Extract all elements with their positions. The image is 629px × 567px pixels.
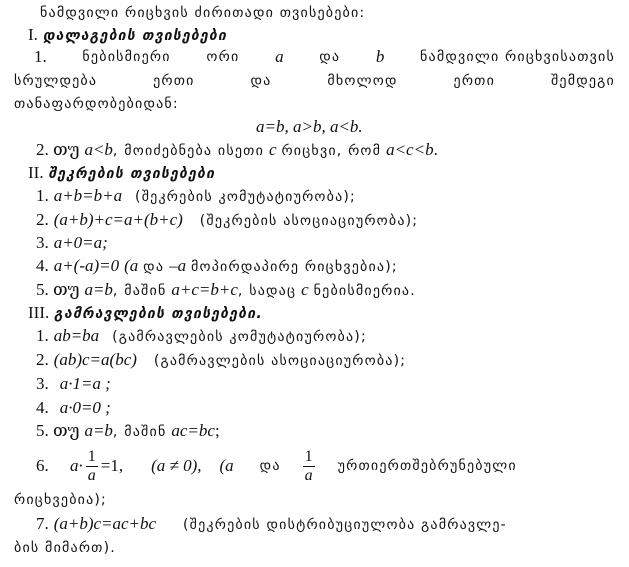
variable-c: c — [268, 140, 277, 159]
item-number: 4. — [36, 398, 49, 417]
addition-property-3 — [36, 232, 629, 254]
text-fragment: და — [259, 458, 281, 474]
multiplication-property-7 — [36, 513, 629, 536]
formula: =1, — [100, 456, 124, 475]
item-number: 2. — [36, 350, 49, 369]
text-fragment: 5. თუ — [36, 421, 80, 440]
fraction-numerator: 1 — [304, 447, 313, 465]
item-number: 4. — [36, 256, 49, 275]
text-fragment: ნებისმიერია. — [313, 283, 416, 299]
fraction-denominator: a — [304, 466, 313, 484]
formula: a=b — [84, 421, 113, 440]
text-fragment: (შეკრების ასოციაციურობა); — [199, 213, 419, 229]
formula: (a+b)c=ac+bc — [53, 514, 157, 533]
formula: (a+b)+c=a+(b+c) — [53, 210, 183, 229]
text-fragment: რიცხვი, რომ — [281, 143, 382, 159]
fraction-numerator: 1 — [87, 447, 96, 465]
formula: –a — [169, 256, 187, 275]
text-fragment: და — [319, 49, 341, 65]
text-fragment: (გამრავლების კომუტატიურობა); — [112, 329, 367, 345]
text-fragment: , მაშინ — [112, 424, 167, 440]
text-fragment: (გამრავლების ასოციაციურობა); — [153, 353, 407, 369]
item-number: 2. — [36, 210, 49, 229]
text-fragment: (შეკრების კომუტატიურობა); — [135, 189, 356, 205]
addition-property-5 — [36, 279, 629, 302]
item-number: 3. — [36, 233, 49, 252]
order-relations: a=b, a>b, a<b. — [256, 117, 363, 136]
property-2 — [36, 139, 629, 162]
fraction-denominator: a — [87, 466, 96, 484]
text-fragment: მხოლოდ — [327, 73, 398, 89]
fraction-one-over-a — [86, 448, 98, 485]
formula: a·1=a ; — [59, 374, 111, 393]
text-fragment: 5. თუ — [36, 280, 80, 299]
text-fragment: , მაშინ — [112, 283, 167, 299]
item-number: 3. — [36, 374, 49, 393]
text-fragment: სრულდება — [14, 73, 98, 89]
formula: a=b — [84, 280, 113, 299]
formula: a· — [70, 456, 83, 475]
item-number: 1. — [34, 47, 47, 66]
property-1-line-3: თანაფარდობებიდან: — [14, 96, 179, 112]
variable-b: b — [375, 47, 385, 66]
multiplication-property-4 — [36, 397, 629, 419]
text-fragment: ურთიერთშებრუნებული — [337, 458, 517, 474]
multiplication-property-2 — [36, 349, 629, 372]
text-fragment: ნებისმიერი — [82, 49, 171, 65]
text-fragment: , მოიძებნება ისეთი — [112, 143, 265, 159]
item-number: 1. — [36, 326, 49, 345]
multiplication-property-1 — [36, 325, 629, 348]
section-1-number: I. — [28, 25, 38, 44]
text-fragment: და — [143, 259, 165, 275]
condition: (a ≠ 0), — [151, 456, 202, 475]
text-fragment: ერთი — [153, 73, 195, 89]
formula: a<b — [84, 140, 113, 159]
section-3-title: გამრავლების თვისებები. — [54, 306, 263, 322]
formula: a+(-a)=0 — [53, 256, 120, 275]
text-fragment: (a — [219, 456, 234, 475]
formula: ac=bc — [171, 421, 215, 440]
multiplication-property-6 — [36, 446, 629, 486]
section-3-heading — [28, 302, 629, 325]
text-fragment: ნამდვილი რიცხვისათვის — [420, 49, 615, 65]
text-fragment: , სადაც — [237, 283, 297, 299]
text-fragment: ორი — [206, 49, 240, 65]
variable-c: c — [301, 280, 309, 299]
text-fragment: და — [250, 73, 272, 89]
section-2-heading — [28, 162, 629, 185]
page-heading: ნამდვილი რიცხვის ძირითადი თვისებები: — [40, 5, 366, 21]
multiplication-property-5 — [36, 420, 629, 443]
section-2-title: შეკრების თვისებები — [48, 166, 216, 182]
formula: a<c<b — [386, 140, 434, 159]
addition-property-1 — [36, 185, 629, 208]
section-1-title: დალაგების თვისებები — [42, 28, 228, 44]
addition-property-2 — [36, 209, 629, 232]
text-fragment: ; — [214, 421, 220, 440]
text-fragment: . — [433, 140, 438, 159]
multiplication-property-6-cont: რიცხვებია); — [14, 492, 107, 508]
formula: a+b=b+a — [53, 186, 123, 205]
property-1-line-1 — [34, 46, 615, 68]
property-1-line-2 — [14, 70, 615, 92]
formula: a+c=b+c — [171, 280, 238, 299]
formula: (ab)c=a(bc) — [53, 350, 137, 369]
formula: ab=ba — [53, 326, 100, 345]
text-fragment: 2. თუ — [36, 140, 80, 159]
addition-property-4 — [36, 255, 629, 278]
item-number: 7. — [36, 514, 49, 533]
section-3-number: III. — [28, 303, 50, 322]
text-fragment: მოპირდაპირე რიცხვებია); — [191, 259, 398, 275]
formula: a·0=0 ; — [59, 398, 111, 417]
formula: a+0=a; — [53, 233, 108, 252]
multiplication-property-3 — [36, 373, 629, 395]
fraction-one-over-a-2 — [303, 448, 315, 485]
section-1-heading — [28, 24, 629, 47]
section-2-number: II. — [28, 163, 44, 182]
variable-a: a — [275, 47, 284, 66]
multiplication-property-7-cont: ბის მიმართ). — [14, 540, 116, 556]
text-fragment: (შეკრების დისტრიბუციულობა გამრავლე- — [183, 517, 507, 533]
text-fragment: შემდეგი — [550, 73, 615, 89]
text-fragment: (a — [124, 256, 139, 275]
text-fragment: ერთი — [453, 73, 496, 89]
item-number: 1. — [36, 186, 49, 205]
item-number: 6. — [36, 456, 49, 475]
